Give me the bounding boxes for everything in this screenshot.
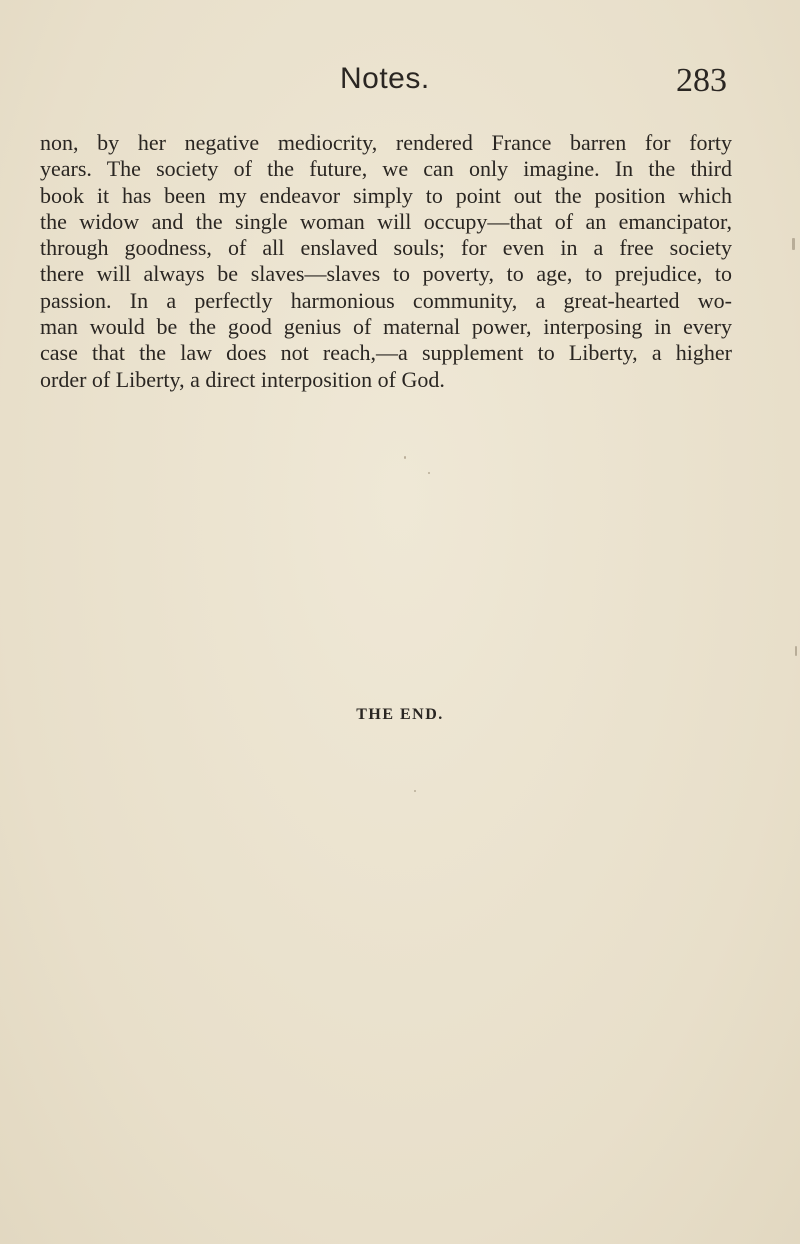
body-paragraph — [40, 130, 732, 393]
text-line: through goodness, of all enslaved souls; for even in a free society — [40, 235, 732, 261]
paper-speck — [428, 472, 430, 474]
paper-speck — [414, 790, 416, 792]
text-line: man would be the good genius of maternal power, interposing in every — [40, 314, 732, 340]
text-line: passion. In a perfectly harmonious community, a great-hearted wo- — [40, 287, 732, 313]
text-line: case that the law does not reach,—a supplement to Liberty, a higher — [40, 340, 732, 366]
page-title: Notes. — [340, 62, 430, 95]
text-line: years. The society of the future, we can only imagine. In the third — [40, 156, 732, 182]
paper-speck — [795, 646, 797, 656]
paper-speck — [792, 238, 795, 250]
text-line: book it has been my endeavor simply to point out the position which — [40, 182, 732, 208]
text-line: the widow and the single woman will occupy—that of an emancipator, — [40, 208, 732, 234]
paper-speck — [404, 456, 406, 459]
page-number: 283 — [676, 62, 727, 99]
text-line: non, by her negative mediocrity, rendered France barren for forty — [40, 130, 732, 155]
the-end-label: THE END. — [356, 706, 444, 723]
text-line: order of Liberty, a direct interposition of God. — [40, 366, 445, 392]
text-line: there will always be slaves—slaves to poverty, to age, to prejudice, to — [40, 261, 732, 287]
running-head — [0, 62, 800, 106]
